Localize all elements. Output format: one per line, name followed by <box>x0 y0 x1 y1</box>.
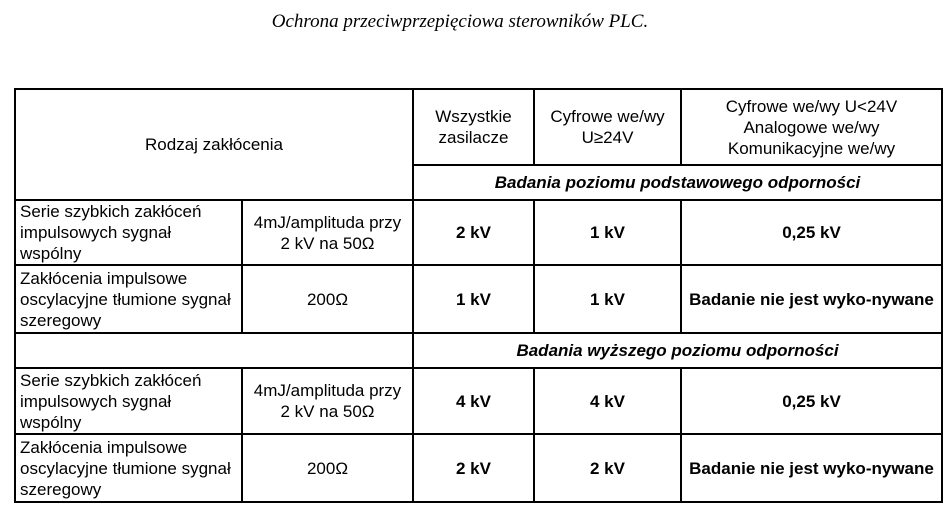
table-row <box>15 265 942 333</box>
header-wszystkie-zasilacze: Wszystkie zasilacze <box>413 89 534 165</box>
value-mixed: Badanie nie jest wyko-nywane <box>681 434 942 502</box>
table-row <box>15 368 942 434</box>
table-row <box>15 200 942 265</box>
row-description: Serie szybkich zakłóceń impulsowych sygnał wspólny <box>15 200 242 265</box>
row-parameter: 200Ω <box>242 434 413 502</box>
page-header-title: Ochrona przeciwprzepięciowa sterowników PLC. <box>271 11 649 32</box>
section-blank-cell <box>15 333 413 368</box>
value-mixed: 0,25 kV <box>681 368 942 434</box>
row-parameter: 4mJ/amplituda przy 2 kV na 50Ω <box>242 368 413 434</box>
value-zasilacze: 1 kV <box>413 265 534 333</box>
table-header-row <box>15 89 942 165</box>
header-rodzaj-zaklocenia: Rodzaj zakłócenia <box>15 89 413 200</box>
header-cyfrowe-we-wy-hi: Cyfrowe we/wy U≥24V <box>534 89 681 165</box>
value-cyfrowe-hi: 4 kV <box>534 368 681 434</box>
section-row-higher <box>15 333 942 368</box>
row-parameter: 4mJ/amplituda przy 2 kV na 50Ω <box>242 200 413 265</box>
section-title-basic: Badania poziomu podstawowego odporności <box>413 165 942 200</box>
value-zasilacze: 4 kV <box>413 368 534 434</box>
value-mixed: 0,25 kV <box>681 200 942 265</box>
section-title-higher: Badania wyższego poziomu odporności <box>413 333 942 368</box>
table-row <box>15 434 942 502</box>
row-description: Serie szybkich zakłóceń impulsowych sygnał wspólny <box>15 368 242 434</box>
header-cyfrowe-analogowe-komunikacyjne: Cyfrowe we/wy U<24V Analogowe we/wy Komunikacyjne we/wy <box>681 89 942 165</box>
value-cyfrowe-hi: 2 kV <box>534 434 681 502</box>
row-parameter: 200Ω <box>242 265 413 333</box>
row-description: Zakłócenia impulsowe oscylacyjne tłumione sygnał szeregowy <box>15 434 242 502</box>
value-zasilacze: 2 kV <box>413 200 534 265</box>
row-description: Zakłócenia impulsowe oscylacyjne tłumione sygnał szeregowy <box>15 265 242 333</box>
value-cyfrowe-hi: 1 kV <box>534 265 681 333</box>
value-zasilacze: 2 kV <box>413 434 534 502</box>
immunity-table <box>14 88 943 503</box>
value-cyfrowe-hi: 1 kV <box>534 200 681 265</box>
value-mixed: Badanie nie jest wyko-nywane <box>681 265 942 333</box>
